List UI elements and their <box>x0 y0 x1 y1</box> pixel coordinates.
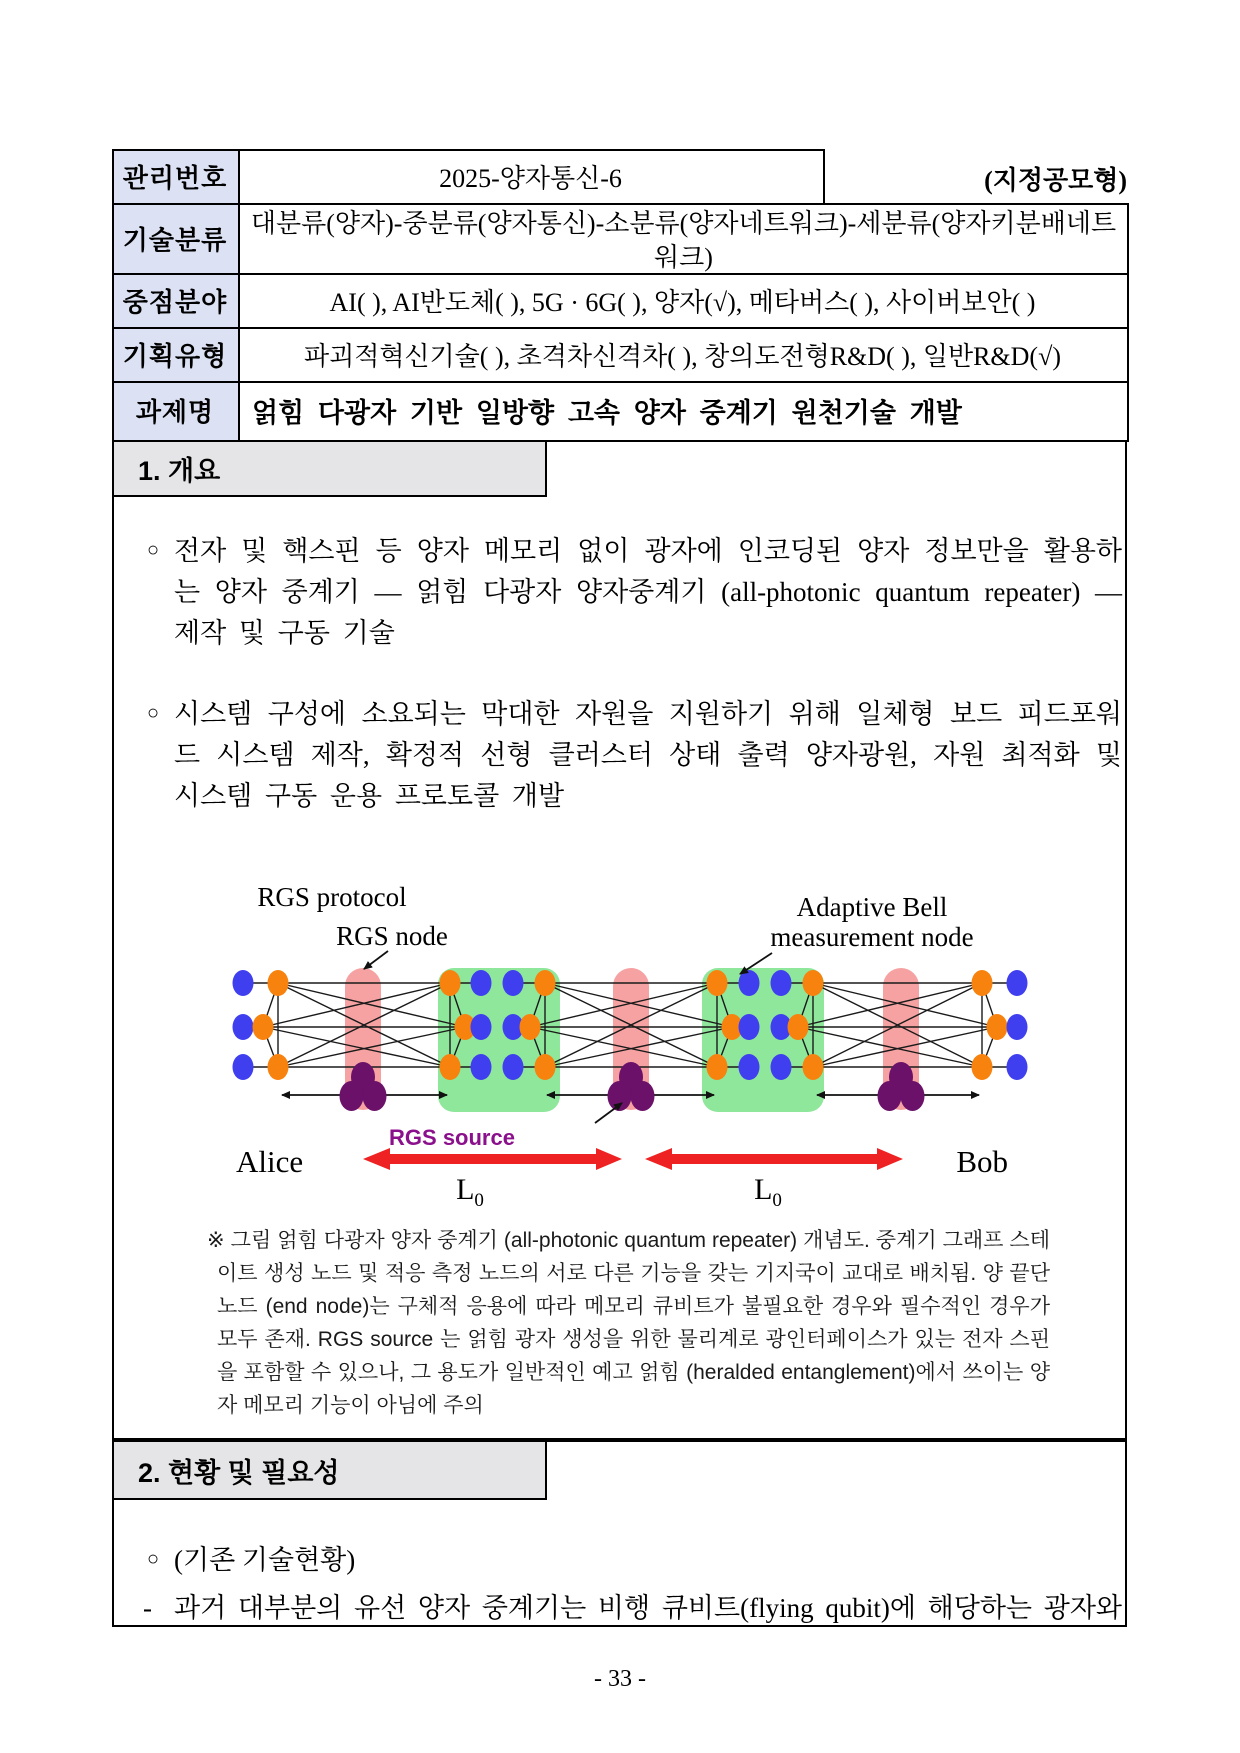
bullet-circle: ○ <box>147 1548 160 1570</box>
alice-label: Alice <box>236 1144 304 1179</box>
dash-marker: - <box>143 1593 152 1623</box>
l0-distance-label: $L_0$ <box>456 1173 484 1211</box>
rgs-source-label: RGS source <box>389 1125 515 1150</box>
project-title-value: 얽힘 다광자 기반 일방향 고속 양자 중계기 원천기술 개발 <box>252 398 962 428</box>
figure-svg <box>112 860 1127 1225</box>
page-number: - 33 - <box>594 1666 646 1692</box>
overview-bullet-1: 전자 및 핵스핀 등 양자 메모리 없이 광자에 인코딩된 양자 정보만을 활용하는 양자 중계기 ― 얽힘 다광자 양자중계기 (all-photonic quantum repeater) ― 제작 및 구동 기술 <box>174 536 1122 648</box>
plan-type-value: 파괴적혁신기술( ), 초격차신격차( ), 창의도전형R&D( ), 일반R&D(√) <box>303 341 1062 371</box>
row-label-plan-type: 기획유형 <box>122 341 228 371</box>
tech-class-line1: 대분류(양자)-중분류(양자통신)-소분류(양자네트워크)-세분류(양자키분배네트 <box>250 209 1117 238</box>
row-label-focus-area: 중점분야 <box>122 287 228 317</box>
table-border <box>1127 203 1129 442</box>
rgs-node-label: RGS node <box>336 921 448 951</box>
section1-title: 1. 개요 <box>138 456 221 486</box>
section1-header <box>112 440 547 497</box>
table-border <box>112 203 1129 205</box>
rgs-protocol-label: RGS protocol <box>257 882 407 912</box>
row-label-management-number: 관리번호 <box>122 163 228 193</box>
bullet-circle: ○ <box>147 539 160 561</box>
bullet-circle: ○ <box>147 702 160 724</box>
adaptive-bell-label-line2: measurement node <box>770 922 974 952</box>
focus-area-value: AI( ), AI반도체( ), 5G · 6G( ), 양자(√), 메타버스( ), 사이버보안( ) <box>329 287 1036 317</box>
status-line: 과거 대부분의 유선 양자 중계기는 비행 큐비트(flying qubit)에 해당하는 광자와 <box>174 1593 1122 1623</box>
tech-class-line2: 워크) <box>654 243 713 272</box>
management-number-value: 2025-양자통신-6 <box>439 163 622 193</box>
section2-title: 2. 현황 및 필요성 <box>138 1457 340 1488</box>
bob-label: Bob <box>956 1144 1008 1179</box>
section2-header <box>112 1440 547 1500</box>
status-heading: (기존 기술현황) <box>174 1545 356 1575</box>
red-span-arrows <box>363 1148 903 1170</box>
corner-note: (지정공모형) <box>984 166 1127 195</box>
row-label-project-title: 과제명 <box>135 398 215 427</box>
repeater-figure <box>112 860 1127 1225</box>
l0-distance-label: $L_0$ <box>754 1173 782 1211</box>
adaptive-bell-label-line1: Adaptive Bell <box>796 892 948 922</box>
overview-bullet-2: 시스템 구성에 소요되는 막대한 자원을 지원하기 위해 일체형 보드 피드포워드 시스템 제작, 확정적 선형 클러스터 상태 출력 양자광원, 자원 최적화 및 시스템 구동 운용 프로토콜 개발 <box>174 699 1122 811</box>
row-label-tech-class: 기술분류 <box>122 225 228 255</box>
figure-caption: ※ 그림 얽힘 다광자 양자 중계기 (all-photonic quantum repeater) 개념도. 중계기 그래프 스테이트 생성 노드 및 적응 측정 노드의 서로 다른 기능을 갖는 기지국이 교대로 배치됨. 양 끝단 노드 (end node)는 구체적 응용에 따라 메모리 큐비트가 불필요한 경우와 필수적인 경우가 모두 존재. RGS source 는 얽힘 광자 생성을 위한 물리계로 광인터페이스가 있는 전자 스핀을 포함할 수 있으나, 그 용도가 일반적인 예고 얽힘 (heralded entanglement)에서 쓰이는 양자 메모리 기능이 아님에 주의 <box>207 1229 1050 1417</box>
